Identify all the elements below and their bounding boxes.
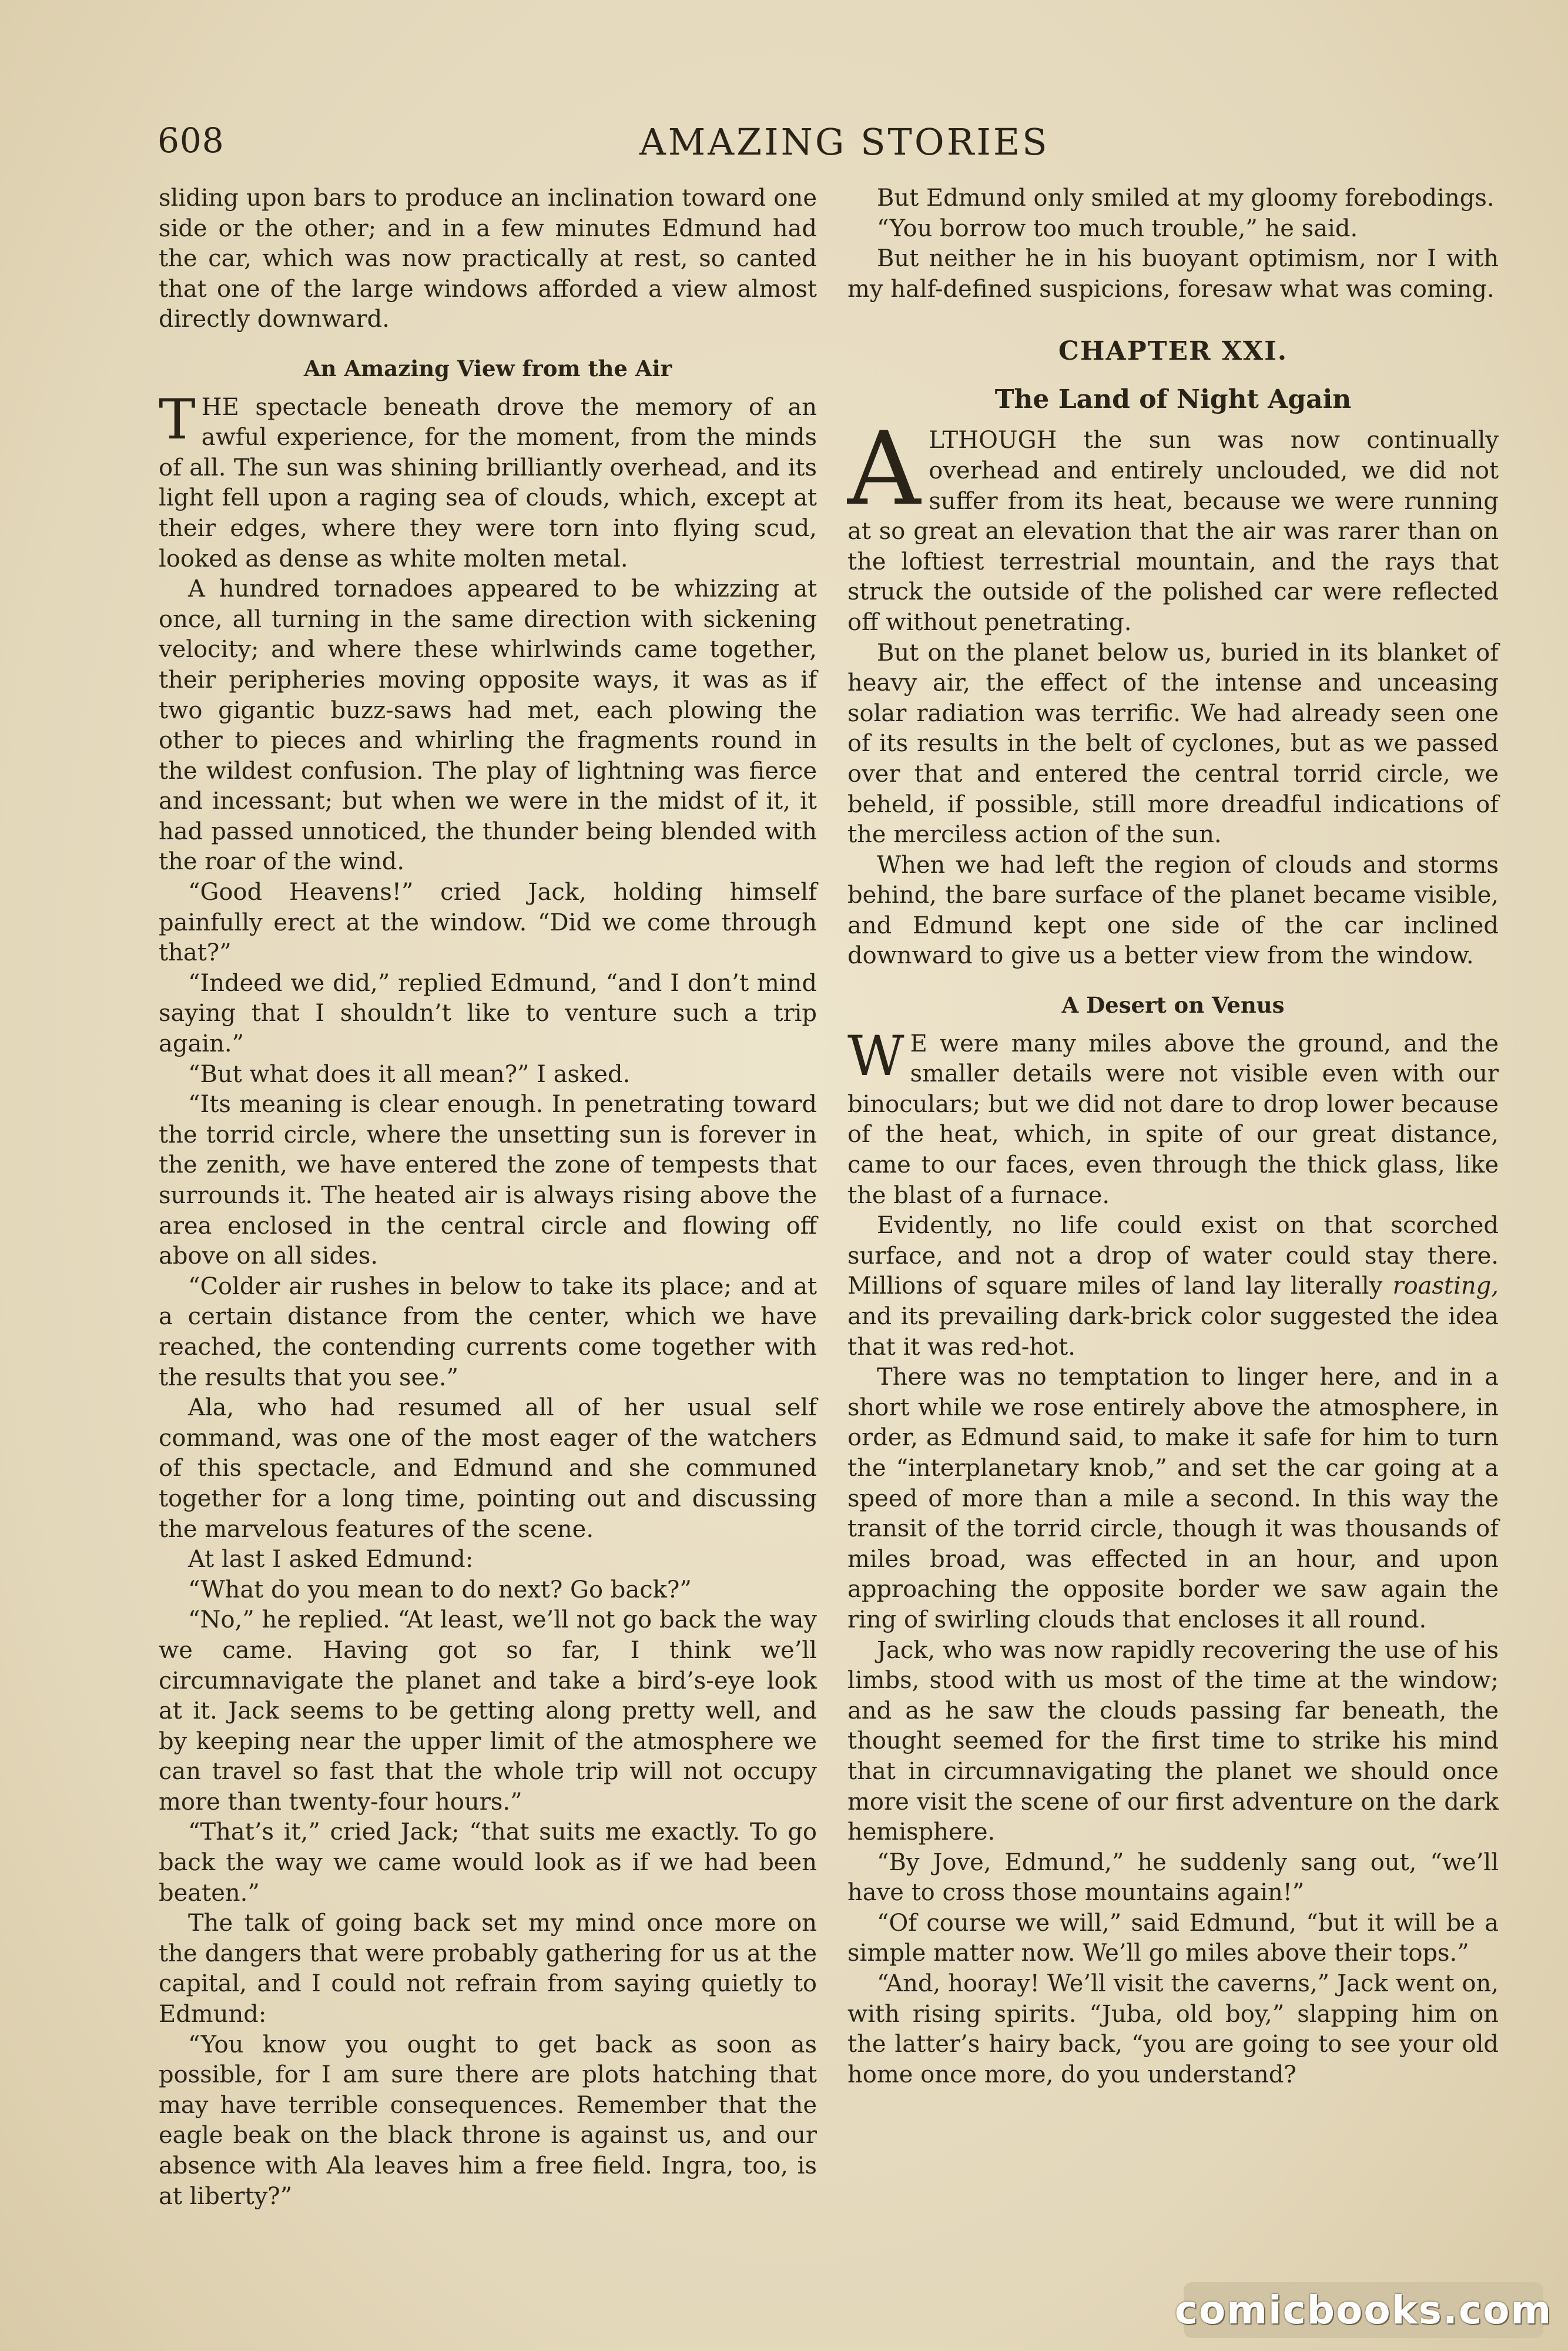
drop-cap: W	[847, 1024, 904, 1089]
drop-cap: A	[847, 410, 921, 528]
paragraph-text: E were many miles above the ground, and the smaller details were not visible even with our binoculars; but we did not dare to drop lower because of the heat, which, in spite of our great distance, came to our faces, even through the thick glass, like the blast of a furnace.	[847, 1030, 1499, 1209]
paragraph-with-dropcap	[847, 410, 1499, 638]
paragraph: But on the planet below us, buried in its blanket of heavy air, the effect of the intense and unceasing solar radiation was terrific. We had already seen one of its results in the belt of cyclones, but as we passed over that and entered the central torrid circle, we beheld, if possible, still more dreadful indications of the merciless action of the sun.	[847, 639, 1499, 849]
page-number: 608	[158, 120, 225, 160]
paragraph: “Colder air rushes in below to take its place; and at a certain distance from the center, which we have reached, the contending currents come together with the results that you see.”	[159, 1272, 817, 1391]
paragraph: “You borrow too much trouble,” he said.	[877, 215, 1358, 242]
paragraph: “And, hooray! We’ll visit the caverns,” Jack went on, with rising spirits. “Juba, old boy,” slapping him on the latter’s hairy back, “you are going to see your old home once more, do you understand?	[847, 1970, 1499, 2088]
paragraph-text: LTHOUGH the sun was now continually overhead and entirely unclouded, we did not suffer from its heat, because we were running at so great an elevation that the air was rarer than on the loftiest terrestrial mountain, and the rays that struck the outside of the polished car were reflected off without penetrating.	[847, 427, 1499, 636]
paragraph-with-dropcap	[159, 387, 817, 575]
paragraph: “Good Heavens!” cried Jack, holding himself painfully erect at the window. “Did we come through that?”	[159, 879, 817, 967]
paragraph: Ala, who had resumed all of her usual self command, was one of the most eager of the watchers of this spectacle, and Edmund and she communed together for a long time, pointing out and discussing the marvelous features of the scene.	[159, 1394, 817, 1543]
emphasis-text: roasting,	[1392, 1272, 1499, 1300]
paragraph: There was no temptation to linger here, and in a short while we rose entirely above the atmosphere, in order, as Edmund said, to make it safe for him to turn the “interplanetary knob,” and set the car going at a speed of more than a mile a second. In this way the transit of the torrid circle, though it was thousands of miles broad, was effected in an hour, and upon approaching the opposite border we saw again the ring of swirling clouds that encloses it all round.	[847, 1364, 1499, 1633]
paragraph-with-dropcap	[847, 1024, 1499, 1211]
paragraph: sliding upon bars to produce an inclination toward one side or the other; and in a few minutes Edmund had the car, which was now practically at rest, so canted that one of the large windows afforded a view almost directly downward.	[159, 185, 817, 333]
right-column	[847, 183, 1499, 2090]
paragraph: But neither he in his buoyant optimism, nor I with my half-defined suspicions, foresaw what was coming.	[847, 245, 1499, 303]
section-subhead: An Amazing View from the Air	[303, 355, 672, 381]
watermark	[1174, 2282, 1553, 2338]
drop-cap: T	[159, 387, 196, 452]
paragraph	[847, 1211, 1499, 1362]
chapter-title: The Land of Night Again	[994, 384, 1352, 415]
paragraph: A hundred tornadoes appeared to be whizzing at once, all turning in the same direction with sickening velocity; and where these whirlwinds came together, their peripheries moving opposite ways, it was as if two gigantic buzz-saws had met, each plowing the other to pieces and whirling the fragments round in the wildest confusion. The play of lightning was fierce and incessant; but when we were in the midst of it, it had passed unnoticed, the thunder being blended with the roar of the wind.	[159, 575, 817, 876]
page-header	[158, 120, 1497, 173]
paragraph-text: Evidently, no life could exist on that scorched surface, and not a drop of water could stay there. Millions of square miles of land lay literally	[847, 1212, 1499, 1300]
paragraph-text: and its prevailing dark-brick color suggested the idea that it was red-hot.	[847, 1303, 1499, 1361]
paragraph: “That’s it,” cried Jack; “that suits me exactly. To go back the way we came would look as if we had been beaten.”	[159, 1818, 817, 1907]
paragraph: “But what does it all mean?” I asked.	[188, 1060, 631, 1088]
paragraph: “No,” he replied. “At least, we’ll not go back the way we came. Having got so far, I think we’ll circumnavigate the planet and take a bird’s-eye look at it. Jack seems to be getting along pretty well, and by keeping near the upper limit of the atmosphere we can travel so fast that the whole trip will not occupy more than twenty-four hours.”	[159, 1606, 817, 1816]
paragraph: At last I asked Edmund:	[188, 1546, 474, 1573]
paragraph: “You know you ought to get back as soon as possible, for I am sure there are plots hatching that may have terrible consequences. Remember that the eagle beak on the black throne is against us, and our absence with Ala leaves him a free field. Ingra, too, is at liberty?”	[159, 2031, 817, 2210]
section-subhead: A Desert on Venus	[1061, 992, 1285, 1019]
paragraph: Jack, who was now rapidly recovering the use of his limbs, stood with us most of the time at the window; and as he saw the clouds passing far beneath, the thought seemed for the first time to strike his mind that in circumnavigating the planet we should once more visit the scene of our first adventure on the dark hemisphere.	[847, 1636, 1499, 1846]
paragraph: The talk of going back set my mind once more on the dangers that were probably gathering for us at the capital, and I could not refrain from saying quietly to Edmund:	[159, 1910, 817, 2028]
paragraph: “By Jove, Edmund,” he suddenly sang out, “we’ll have to cross those mountains again!”	[847, 1848, 1499, 1907]
paragraph: But Edmund only smiled at my gloomy forebodings.	[877, 185, 1495, 212]
running-head: AMAZING STORIES	[639, 120, 1050, 163]
paragraph: “Of course we will,” said Edmund, “but it will be a simple matter now. We’ll go miles above their tops.”	[847, 1909, 1499, 1967]
paragraph: “What do you mean to do next? Go back?”	[188, 1576, 692, 1603]
paragraph: “Indeed we did,” replied Edmund, “and I don’t mind saying that I shouldn’t like to venture such a trip again.”	[159, 969, 817, 1058]
watermark-text: comicbooks.com	[1174, 2288, 1553, 2333]
paragraph-text: HE spectacle beneath drove the memory of an awful experience, for the moment, from the minds of all. The sun was shining brilliantly overhead, and its light fell upon a raging sea of clouds, which, except at their edges, where they were torn into flying scud, looked as dense as white molten metal.	[159, 393, 817, 572]
paragraph: “Its meaning is clear enough. In penetrating toward the torrid circle, where the unsetting sun is forever in the zenith, we have entered the zone of tempests that surrounds it. The heated air is always rising above the area enclosed in the central circle and flowing off above on all sides.	[159, 1091, 817, 1270]
paragraph: When we had left the region of clouds and storms behind, the bare surface of the planet became visible, and Edmund kept one side of the car inclined downward to give us a better view from the window.	[847, 851, 1499, 970]
left-column	[159, 183, 817, 2212]
chapter-heading: CHAPTER XXI.	[1058, 336, 1288, 367]
